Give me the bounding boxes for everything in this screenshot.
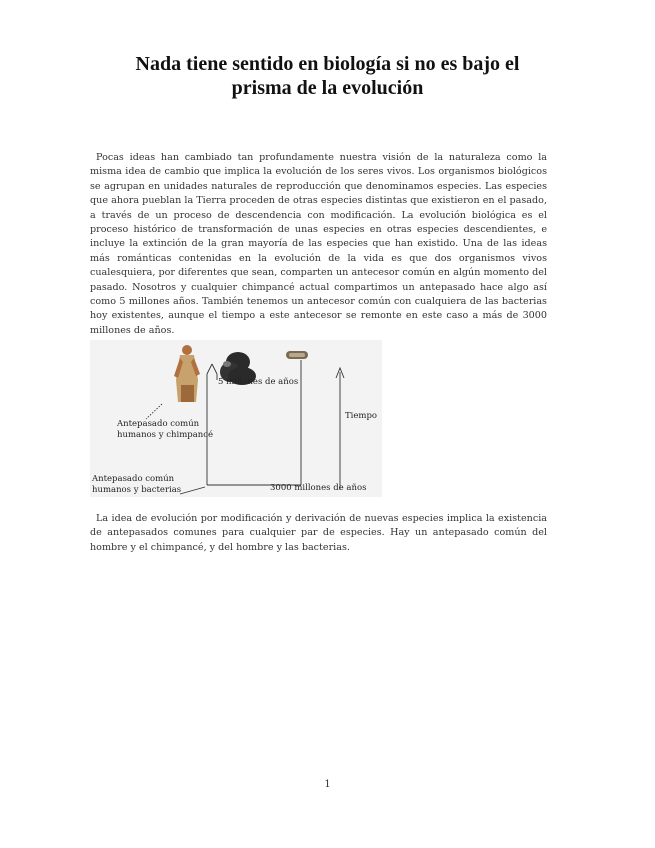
- document-title: [60, 52, 595, 100]
- label-ancestor-chimp-line2: humanos y chimpancé: [117, 430, 214, 440]
- label-ancestor-bacteria: [92, 474, 181, 496]
- label-ancestor-bacteria-line1: Antepasado común: [92, 474, 175, 484]
- label-tiempo: Tiempo: [345, 411, 378, 421]
- evolution-figure: [90, 340, 382, 497]
- label-5-millones: 5 millones de años: [218, 377, 299, 387]
- chimp-ancestor-pointer: [146, 404, 162, 419]
- page-number: 1: [324, 779, 331, 790]
- human-figure-icon: [174, 345, 200, 402]
- fork-right-line: [212, 364, 217, 374]
- title-line-1: Nada tiene sentido en biología si no es bajo el: [135, 53, 520, 75]
- paragraph-conclusion: La idea de evolución por modificación y derivación de nuevas especies implica la existencia de antepasados comunes para cualquier par de especies. Hay un antepasado común del hombre y el chimpancé, y del hombre y las bacterias.: [90, 513, 547, 553]
- label-3000-millones: 3000 millones de años: [270, 483, 367, 493]
- label-ancestor-chimp: [117, 419, 213, 441]
- title-line-2: prisma de la evolución: [231, 77, 424, 99]
- paragraph-intro: Pocas ideas han cambiado tan profundamente nuestra visión de la naturaleza como la misma idea de cambio que implica la evolución de los seres vivos. Los organismos biológicos se agrupan en unidades naturales de reproducción que denominamos especies. Las especies que ahora pueblan la Tierra proceden de otras especies distintas que existieron en el pasado, a través de un proceso de descendencia con modificación. La evolución biológica es el proceso histórico de transformación de unas especies en otras especies descendientes, e incluye la extinción de la gran mayoría de las especies que han existido. Una de las ideas más románticas contenidas en la evolución de la vida es que dos organismos vivos cualesquiera, por diferentes que sean, comparten un antecesor común en algún momento del pasado. Nosotros y cualquier chimpancé actual compartimos un antepasado hace algo así como 5 millones años. También tenemos un antecesor común con cualquiera de las bacterias hoy existentes, aunque el tiempo a este antecesor se remonte en este caso a más de 3000 millones de años.: [90, 152, 547, 336]
- bacteria-icon: [286, 351, 308, 359]
- bacteria-ancestor-pointer: [180, 487, 205, 494]
- label-ancestor-chimp-line1: Antepasado común: [117, 419, 200, 429]
- fork-left-line: [207, 364, 212, 374]
- label-ancestor-bacteria-line2: humanos y bacterias: [92, 485, 182, 495]
